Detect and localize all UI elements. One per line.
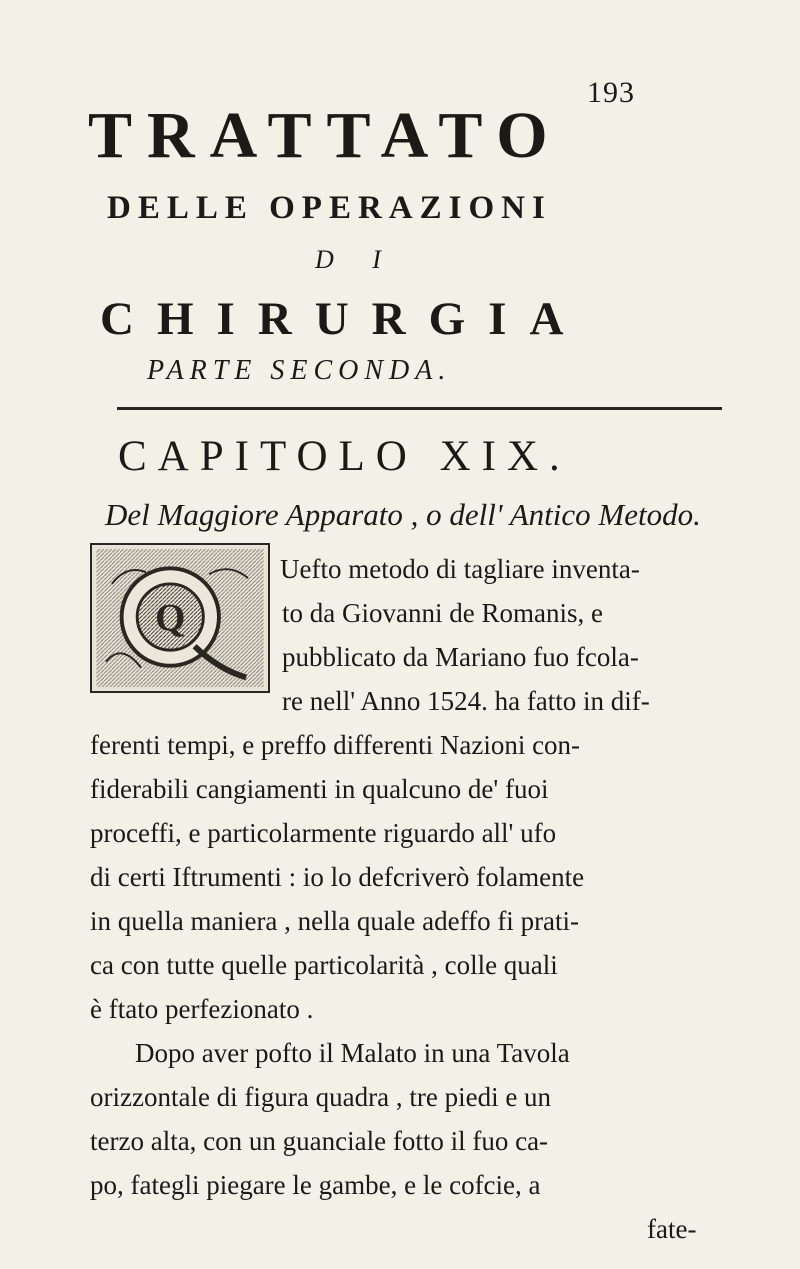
drop-cap-letter: Q [155, 596, 186, 640]
chapter-title: Del Maggiore Apparato , o dell' Antico Metodo. [105, 497, 701, 532]
text-line: Dopo aver pofto il Malato in una Tavola [135, 1038, 570, 1068]
text-line: terzo alta, con un guanciale fotto il fuo ca- [90, 1126, 549, 1156]
text-line: pubblicato da Mariano fuo fcola- [282, 642, 639, 672]
text-line: ferenti tempi, e preffo differenti Nazioni con- [90, 730, 581, 760]
text-line: è ftato perfezionato . [90, 994, 314, 1024]
title-subtitle: DELLE OPERAZIONI [107, 190, 552, 226]
page-number: 193 [587, 76, 635, 109]
title-di: D I [315, 245, 397, 274]
text-line: ca con tutte quelle particolarità , colle quali [90, 950, 558, 980]
text-line: fate- [647, 1214, 697, 1244]
text-line: orizzontale di figura quadra , tre piedi e un [90, 1082, 552, 1112]
text-line: di certi Iftrumenti : io lo defcriverò folamente [90, 862, 585, 892]
text-line: to da Giovanni de Romanis, e [282, 598, 603, 628]
title-part: PARTE SECONDA. [147, 355, 452, 386]
text-line: proceffi, e particolarmente riguardo all' ufo [90, 818, 557, 848]
text-line: Uefto metodo di tagliare inventa- [280, 554, 640, 584]
title-main: TRATTATO [88, 99, 563, 172]
title-subject: CHIRURGIA [100, 293, 587, 345]
text-line: in quella maniera , nella quale adeffo fi prati- [90, 906, 580, 936]
chapter-heading: CAPITOLO XIX. [118, 433, 571, 480]
text-line: po, fategli piegare le gambe, e le cofcie, a [90, 1170, 541, 1200]
text-line: fiderabili cangiamenti in qualcuno de' fuoi [90, 774, 549, 804]
text-line: re nell' Anno 1524. ha fatto in dif- [282, 686, 650, 716]
